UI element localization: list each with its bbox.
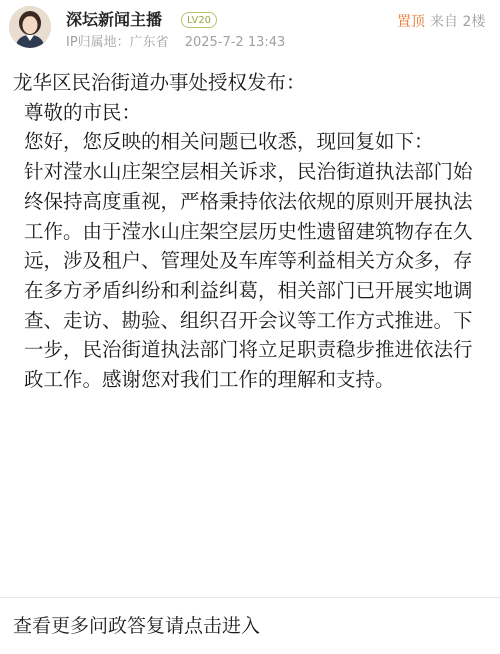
post-header xyxy=(0,0,500,60)
pinned-label: 置顶 xyxy=(397,14,425,30)
post-body: 针对滢水山庄架空层相关诉求，民治街道执法部门始终保持高度重视，严格秉持依法依规的原则开展执法工作。由于滢水山庄架空层历史性遗留建筑物存在久远，涉及租户、管理处及车库等利益相关方众多，存在多方矛盾纠纷和利益纠葛，相关部门已开展实地调查、走访、勘验、组织召开会议等工作方式推进。下一步，民治街道执法部门将立足职责稳步推进依法行政工作。感谢您对我们工作的理解和支持。 xyxy=(24,160,473,392)
ip-location: IP归属地：广东省 xyxy=(66,35,169,50)
post-heading: 龙华区民治街道办事处授权发布： xyxy=(13,71,306,94)
avatar-icon xyxy=(9,6,51,48)
avatar[interactable] xyxy=(9,6,51,48)
level-badge: LV20 xyxy=(181,12,217,28)
post-meta xyxy=(66,34,285,52)
post-opening: 您好，您反映的相关问题已收悉，现回复如下： xyxy=(24,130,434,154)
more-replies-link[interactable]: 查看更多问政答复请点击进入 xyxy=(13,615,261,637)
post-timestamp: 2025-7-2 13:43 xyxy=(184,35,286,50)
post-salutation: 尊敬的市民： xyxy=(24,100,142,124)
post-content xyxy=(13,68,491,395)
floor-label: 来自 2楼 xyxy=(430,14,486,30)
footer-divider xyxy=(0,597,500,598)
author-name[interactable]: 深坛新闻主播 xyxy=(66,10,163,29)
